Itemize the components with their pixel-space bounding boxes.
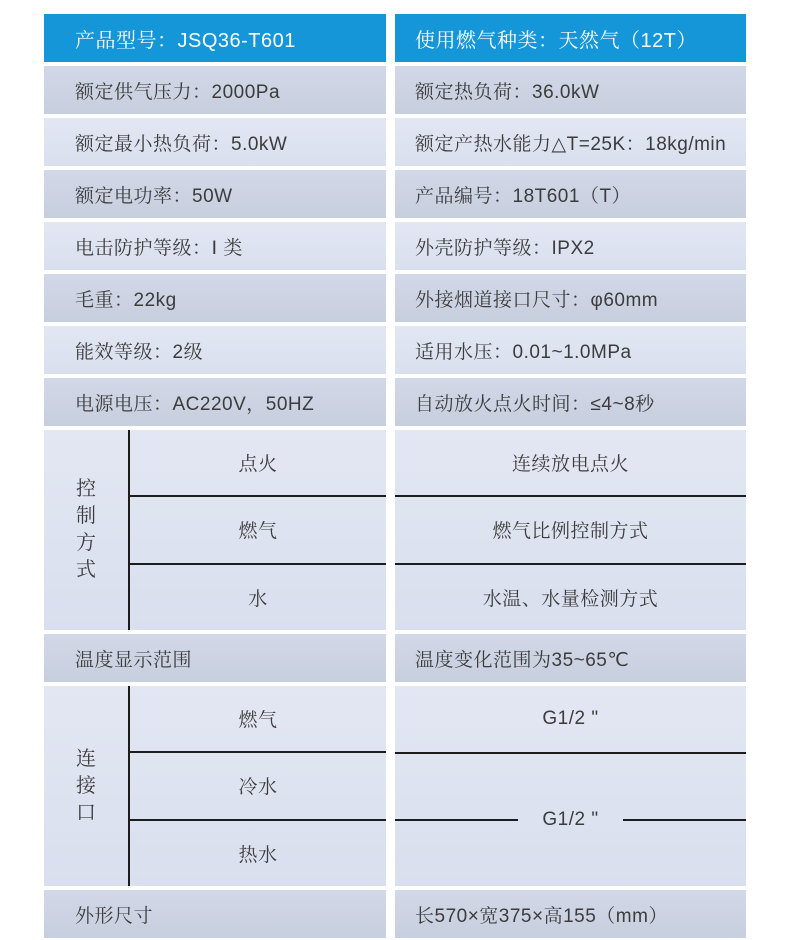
divider-line <box>623 819 746 821</box>
control-method-values <box>395 430 746 630</box>
temp-range-value-cell: 温度变化范围为35~65℃ <box>395 634 746 682</box>
section-item: 水 <box>248 588 268 610</box>
connection-section <box>44 686 746 886</box>
water-connection-merged-cell <box>395 754 746 886</box>
table-row <box>44 66 746 114</box>
section-vertical-label <box>44 430 130 630</box>
table-header-row <box>44 14 746 62</box>
control-method-left <box>44 430 386 630</box>
gas-type-cell: 使用燃气种类：天然气（12T） <box>395 14 746 62</box>
spec-value-cell: 自动放火点火时间：≤4~8秒 <box>395 378 746 426</box>
section-item: 冷水 <box>130 753 386 820</box>
dimensions-value-cell: 长570×宽375×高155（mm） <box>395 890 746 938</box>
spec-value-cell: 外壳防护等级：IPX2 <box>395 222 746 270</box>
spec-label-cell: 电击防护等级：Ⅰ 类 <box>44 222 386 270</box>
section-item: 点火 <box>130 430 386 497</box>
spec-value-cell: 额定热负荷：36.0kW <box>395 66 746 114</box>
table-row <box>44 222 746 270</box>
table-row <box>44 118 746 166</box>
connection-values <box>395 686 746 886</box>
control-method-section <box>44 430 746 630</box>
spec-label-cell: 额定电功率：50W <box>44 170 386 218</box>
water-connection-value: G1/2 " <box>542 809 599 830</box>
control-method-label: 控制方式 <box>76 478 96 581</box>
table-row <box>44 890 746 938</box>
section-value: 连续放电点火 <box>395 430 746 497</box>
section-item: 燃气 <box>130 686 386 753</box>
connection-label: 连接口 <box>76 747 96 824</box>
table-row <box>44 634 746 682</box>
control-method-items <box>130 430 386 630</box>
section-value: 燃气比例控制方式 <box>395 497 746 564</box>
spec-value-cell: 外接烟道接口尺寸：φ60mm <box>395 274 746 322</box>
table-row <box>44 326 746 374</box>
spec-label-cell: 电源电压：AC220V，50HZ <box>44 378 386 426</box>
temp-range-label-cell: 温度显示范围 <box>44 634 386 682</box>
product-model-cell: 产品型号：JSQ36-T601 <box>44 14 386 62</box>
table-row <box>44 274 746 322</box>
spec-value-cell: 产品编号：18T601（T） <box>395 170 746 218</box>
section-item: 燃气 <box>130 497 386 564</box>
spec-label-cell: 额定最小热负荷：5.0kW <box>44 118 386 166</box>
spec-value-cell: 额定产热水能力△T=25K：18kg/min <box>395 118 746 166</box>
gas-connection-value: G1/2 " <box>395 686 746 754</box>
connection-items <box>130 686 386 886</box>
table-row <box>44 378 746 426</box>
spec-label-cell: 毛重：22kg <box>44 274 386 322</box>
spec-label-cell: 能效等级：2级 <box>44 326 386 374</box>
section-item: 热水 <box>238 844 278 866</box>
connection-left <box>44 686 386 886</box>
dimensions-label-cell: 外形尺寸 <box>44 890 386 938</box>
table-row <box>44 170 746 218</box>
spec-label-cell: 额定供气压力：2000Pa <box>44 66 386 114</box>
spec-value-cell: 适用水压：0.01~1.0MPa <box>395 326 746 374</box>
section-vertical-label <box>44 686 130 886</box>
divider-line <box>395 819 518 821</box>
spec-table <box>44 14 746 940</box>
section-value: 水温、水量检测方式 <box>482 588 659 610</box>
